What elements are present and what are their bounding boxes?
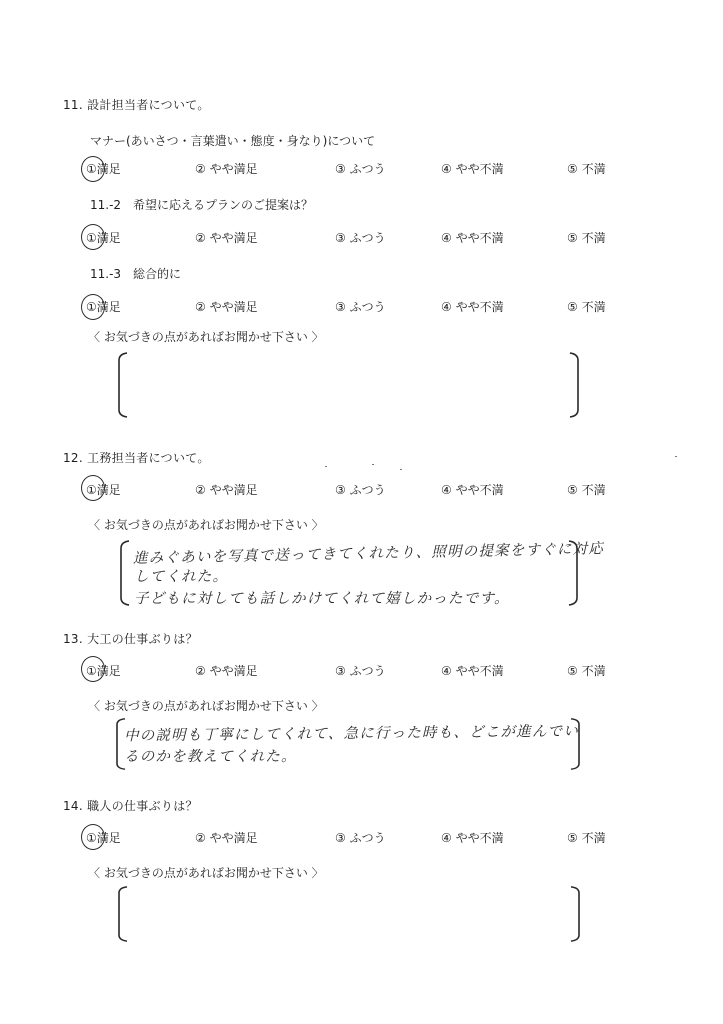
option-5[interactable]: ⑤ 不満: [567, 231, 606, 245]
bracket-right-icon: [569, 352, 581, 418]
q12-comment-line-1: 進みぐあいを写真で送ってきてくれたり、照明の提案をすぐに対応: [132, 541, 605, 567]
option-5[interactable]: ⑤ 不満: [567, 664, 606, 678]
option-5[interactable]: ⑤ 不満: [567, 162, 606, 176]
option-3[interactable]: ③ ふつう: [335, 664, 386, 678]
option-2[interactable]: ② やや満足: [195, 483, 258, 497]
option-3[interactable]: ③ ふつう: [335, 162, 386, 176]
option-1-selected[interactable]: ①満足: [86, 483, 121, 497]
option-4[interactable]: ④ やや不満: [441, 300, 504, 314]
bracket-left-icon: [116, 352, 128, 418]
bracket-right-icon: [570, 886, 582, 942]
option-3[interactable]: ③ ふつう: [335, 231, 386, 245]
option-5[interactable]: ⑤ 不満: [567, 831, 606, 845]
option-5[interactable]: ⑤ 不満: [567, 483, 606, 497]
option-4[interactable]: ④ やや不満: [441, 483, 504, 497]
option-4[interactable]: ④ やや不満: [441, 162, 504, 176]
option-2[interactable]: ② やや満足: [195, 664, 258, 678]
option-2[interactable]: ② やや満足: [195, 162, 258, 176]
option-1-selected[interactable]: ①満足: [86, 831, 121, 845]
option-4[interactable]: ④ やや不満: [441, 831, 504, 845]
q12-comment-line-3: 子どもに対しても話しかけてくれて嬉しかったです。: [134, 591, 510, 607]
q14-title: 14. 職人の仕事ぶりは？: [63, 799, 198, 813]
q11-proposal-label: 11.-2 希望に応えるプランのご提案は？: [90, 198, 314, 212]
q11-comment-prompt: 〈 お気づきの点があればお聞かせ下さい 〉: [88, 330, 324, 344]
q12-title: 12. 工務担当者について。: [63, 451, 210, 465]
q12-comment-prompt: 〈 お気づきの点があればお聞かせ下さい 〉: [88, 518, 324, 532]
option-1-selected[interactable]: ①満足: [86, 231, 121, 245]
q11-manner-label: マナー(あいさつ・言葉遣い・態度・身なり)について: [90, 134, 376, 148]
option-1-selected[interactable]: ①満足: [86, 300, 121, 314]
q13-comment-prompt: 〈 お気づきの点があればお聞かせ下さい 〉: [88, 699, 324, 713]
option-3[interactable]: ③ ふつう: [335, 831, 386, 845]
option-1-selected[interactable]: ①満足: [86, 162, 121, 176]
option-3[interactable]: ③ ふつう: [335, 300, 386, 314]
q13-comment-line-1: 中の説明も丁寧にしてくれて、急に行った時も、どこが進んでい: [123, 723, 580, 745]
q13-comment-line-2: るのかを教えてくれた。: [124, 749, 297, 765]
option-2[interactable]: ② やや満足: [195, 231, 258, 245]
option-1-selected[interactable]: ①満足: [86, 664, 121, 678]
option-4[interactable]: ④ やや不満: [441, 664, 504, 678]
q12-comment-line-2: してくれた。: [134, 569, 229, 585]
bracket-left-icon: [118, 540, 130, 606]
option-3[interactable]: ③ ふつう: [335, 483, 386, 497]
option-5[interactable]: ⑤ 不満: [567, 300, 606, 314]
bracket-left-icon: [116, 886, 128, 942]
option-4[interactable]: ④ やや不満: [441, 231, 504, 245]
q11-overall-label: 11.-3 総合的に: [90, 267, 182, 281]
q13-title: 13. 大工の仕事ぶりは？: [63, 632, 198, 646]
option-2[interactable]: ② やや満足: [195, 831, 258, 845]
q11-title: 11. 設計担当者について。: [63, 98, 210, 112]
option-2[interactable]: ② やや満足: [195, 300, 258, 314]
q14-comment-prompt: 〈 お気づきの点があればお聞かせ下さい 〉: [88, 866, 324, 880]
